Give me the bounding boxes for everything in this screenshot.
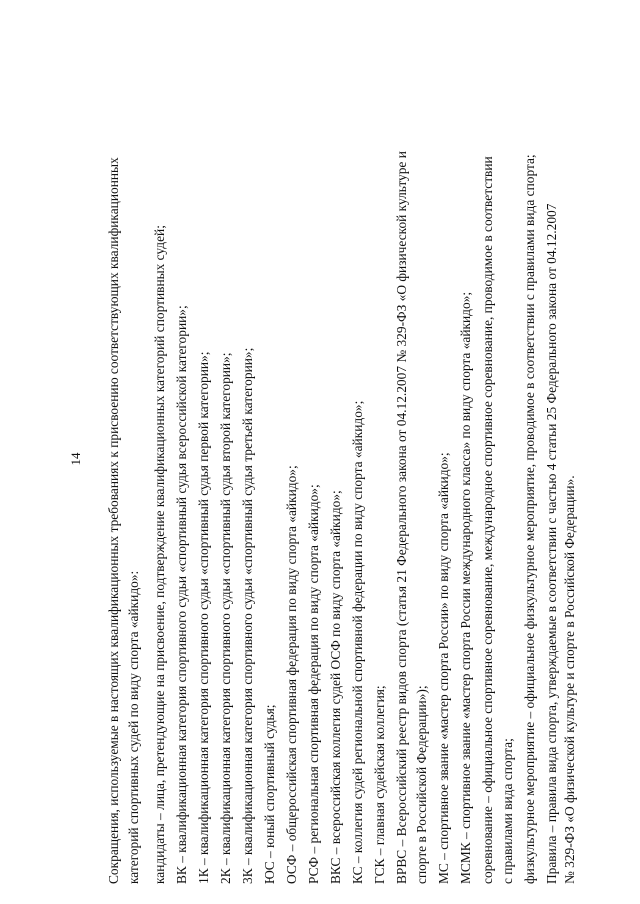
definition-ks: КС – коллегия судей региональной спортивной федерации по виду спорта «айкидо»;: [350, 400, 365, 884]
intro-line-2: категорий спортивных судей по виду спорта «айкидо»:: [126, 570, 141, 884]
definition-vrvs-line-2: спорте в Российской Федерации»);: [414, 685, 429, 884]
definition-sports-event: физкультурное мероприятие – официальное физкультурное мероприятие, проводимое в соответствии с правилами вида спорта;: [522, 154, 537, 884]
intro-line-1: Сокращения, используемые в настоящих квалификационных требованиях к присвоению соответствующих квалификационных: [106, 157, 121, 884]
definition-competition-line-2: с правилами вида спорта;: [500, 738, 515, 884]
definition-rsf: РСФ – региональная спортивная федерация по виду спорта «айкидо»;: [306, 484, 321, 884]
definition-rules-line-2: № 329-ФЗ «О физической культуре и спорте в Российской Федерации».: [562, 475, 577, 884]
definition-gsk: ГСК – главная судейская коллегия;: [372, 685, 387, 884]
page-number: 14: [68, 452, 83, 466]
definition-ms: МС – спортивное звание «мастер спорта России» по виду спорта «айкидо»;: [436, 452, 451, 884]
definition-competition-line-1: соревнование – официальное спортивное соревнование, международное спортивное соревнование, проводимое в соответствии: [480, 156, 495, 884]
definition-ys: ЮС – юный спортивный судья;: [262, 704, 277, 884]
definition-rules-line-1: Правила – правила вида спорта, утверждаемые в соответствии с частью 4 статьи 25 Федерального закона от 04.12.2007: [544, 203, 559, 884]
definition-msmk: МСМК – спортивное звание «мастер спорта России международного класса» по виду спорта «айкидо»;: [458, 291, 473, 884]
definition-2k: 2К – квалификационная категория спортивного судьи «спортивный судья второй категории»;: [218, 352, 233, 884]
definition-candidates: кандидаты – лица, претендующие на присвоение, подтверждение квалификационных категорий спортивных судей;: [152, 225, 167, 884]
definition-1k: 1К – квалификационная категория спортивного судьи «спортивный судья первой категории»;: [196, 351, 211, 884]
definition-vks: ВКС – всероссийская коллегия судей ОСФ по виду спорта «айкидо»;: [328, 490, 343, 884]
rotated-text-sheet: [60, 34, 580, 884]
definition-osf: ОСФ – общероссийская спортивная федерация по виду спорта «айкидо»;: [284, 465, 299, 884]
definition-vrvs-line-1: ВРВС – Всероссийский реестр видов спорта (статья 21 Федерального закона от 04.12.2007 № 329-ФЗ «О физической культуре и: [394, 151, 409, 884]
definition-vk: ВК – квалификационная категория спортивного судьи «спортивный судья всероссийской категории»;: [174, 305, 189, 884]
definition-3k: 3К – квалификационная категория спортивного судьи «спортивный судья третьей категории»;: [240, 347, 255, 884]
